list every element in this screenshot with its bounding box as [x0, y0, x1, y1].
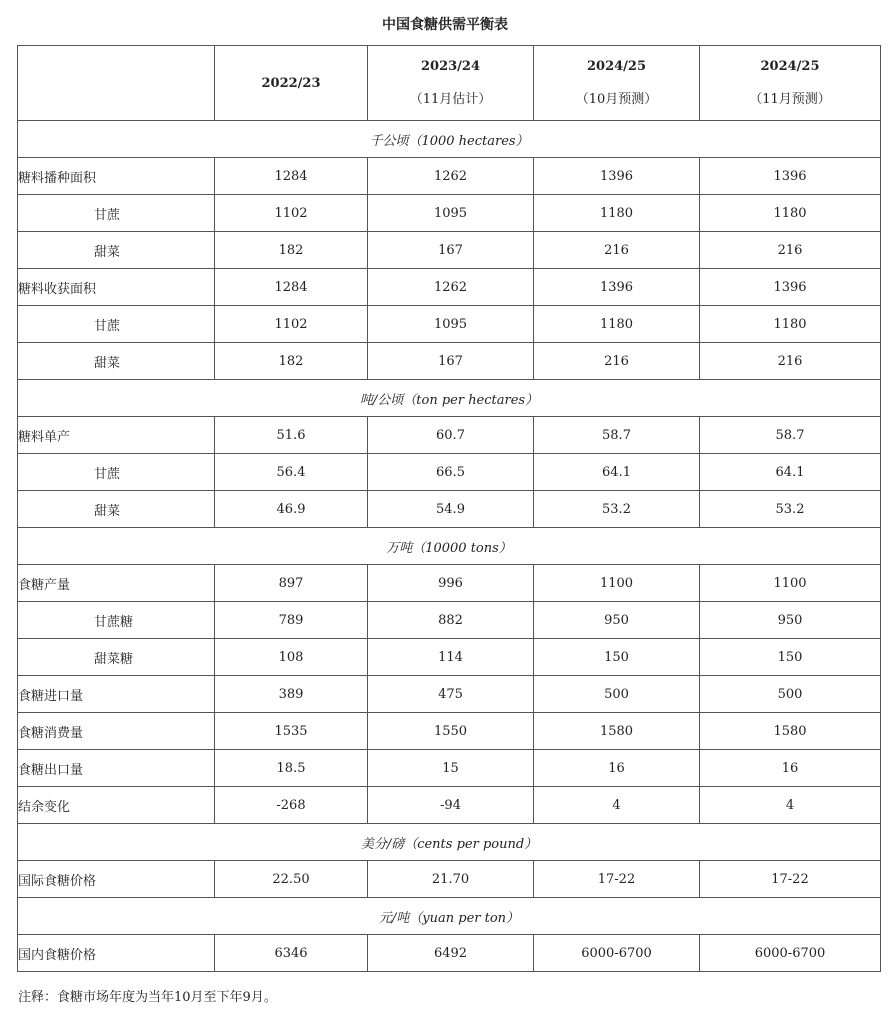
value-cell: 46.9: [215, 491, 368, 528]
value-cell: 1284: [215, 158, 368, 195]
value-cell: 500: [700, 676, 881, 713]
value-cell: 182: [215, 343, 368, 380]
value-cell: 64.1: [534, 454, 700, 491]
value-cell: 4: [700, 787, 881, 824]
row-label: 甘蔗: [18, 306, 215, 343]
unit-row: [18, 380, 881, 417]
row-label: 糖料播种面积: [18, 158, 215, 195]
row-label: 甜菜: [18, 232, 215, 269]
table-row: [18, 602, 881, 639]
value-cell: 58.7: [534, 417, 700, 454]
value-cell: 66.5: [368, 454, 534, 491]
row-label: 结余变化: [18, 787, 215, 824]
row-label: 甜菜: [18, 491, 215, 528]
unit-row: [18, 121, 881, 158]
column-subtitle: （11月估计）: [409, 92, 492, 107]
unit-label: 千公顷（1000 hectares）: [18, 121, 881, 158]
value-cell: 1100: [534, 565, 700, 602]
value-cell: 51.6: [215, 417, 368, 454]
value-cell: 17-22: [700, 861, 881, 898]
table-row: [18, 454, 881, 491]
supply-demand-table: [17, 45, 881, 972]
table-row: [18, 232, 881, 269]
value-cell: 216: [700, 232, 881, 269]
row-label: 甜菜糖: [18, 639, 215, 676]
value-cell: 950: [700, 602, 881, 639]
value-cell: 6346: [215, 935, 368, 972]
value-cell: -268: [215, 787, 368, 824]
value-cell: 1396: [700, 158, 881, 195]
value-cell: 6492: [368, 935, 534, 972]
table-row: [18, 750, 881, 787]
table-row: [18, 306, 881, 343]
column-header: [534, 46, 700, 121]
row-label: 食糖出口量: [18, 750, 215, 787]
value-cell: 150: [700, 639, 881, 676]
unit-label: 万吨（10000 tons）: [18, 528, 881, 565]
table-row: [18, 639, 881, 676]
value-cell: 1102: [215, 195, 368, 232]
value-cell: 1180: [700, 195, 881, 232]
table-row: [18, 861, 881, 898]
value-cell: 167: [368, 343, 534, 380]
unit-label: 美分/磅（cents per pound）: [18, 824, 881, 861]
row-label: 国际食糖价格: [18, 861, 215, 898]
column-year: 2023/24: [420, 59, 481, 74]
column-header: [368, 46, 534, 121]
row-label: 食糖产量: [18, 565, 215, 602]
value-cell: 53.2: [700, 491, 881, 528]
value-cell: 58.7: [700, 417, 881, 454]
value-cell: 897: [215, 565, 368, 602]
value-cell: 1396: [534, 269, 700, 306]
value-cell: 60.7: [368, 417, 534, 454]
header-row: [18, 46, 881, 121]
row-label: 食糖进口量: [18, 676, 215, 713]
column-year: 2024/25: [586, 59, 647, 74]
value-cell: 1396: [534, 158, 700, 195]
value-cell: 500: [534, 676, 700, 713]
row-label: 甘蔗: [18, 454, 215, 491]
value-cell: 1095: [368, 195, 534, 232]
footnote: 注释：食糖市场年度为当年10月至下年9月。: [18, 990, 277, 1005]
value-cell: 216: [700, 343, 881, 380]
table-row: [18, 195, 881, 232]
unit-row: [18, 824, 881, 861]
row-label: 糖料单产: [18, 417, 215, 454]
table-row: [18, 417, 881, 454]
header-corner: [18, 46, 215, 121]
table-row: [18, 491, 881, 528]
unit-row: [18, 898, 881, 935]
value-cell: 108: [215, 639, 368, 676]
unit-row: [18, 528, 881, 565]
value-cell: 1535: [215, 713, 368, 750]
value-cell: 182: [215, 232, 368, 269]
value-cell: 6000-6700: [534, 935, 700, 972]
table-body: [18, 121, 881, 972]
table-title: 中国食糖供需平衡表: [382, 17, 508, 33]
column-year: 2024/25: [760, 59, 820, 74]
column-year: 2022/23: [261, 75, 321, 91]
value-cell: 475: [368, 676, 534, 713]
value-cell: 6000-6700: [700, 935, 881, 972]
table-row: [18, 935, 881, 972]
value-cell: 1180: [534, 195, 700, 232]
column-header: [700, 46, 881, 121]
value-cell: 1262: [368, 269, 534, 306]
value-cell: 114: [368, 639, 534, 676]
value-cell: 53.2: [534, 491, 700, 528]
table-row: [18, 713, 881, 750]
table-row: [18, 676, 881, 713]
table-row: [18, 343, 881, 380]
value-cell: 167: [368, 232, 534, 269]
row-label: 甘蔗: [18, 195, 215, 232]
value-cell: 17-22: [534, 861, 700, 898]
value-cell: 4: [534, 787, 700, 824]
row-label: 甘蔗糖: [18, 602, 215, 639]
value-cell: 389: [215, 676, 368, 713]
value-cell: 882: [368, 602, 534, 639]
row-label: 糖料收获面积: [18, 269, 215, 306]
value-cell: 16: [700, 750, 881, 787]
value-cell: 1396: [700, 269, 881, 306]
unit-label: 吨/公顷（ton per hectares）: [18, 380, 881, 417]
value-cell: 1284: [215, 269, 368, 306]
value-cell: 996: [368, 565, 534, 602]
value-cell: 1100: [700, 565, 881, 602]
row-label: 国内食糖价格: [18, 935, 215, 972]
value-cell: 56.4: [215, 454, 368, 491]
value-cell: 16: [534, 750, 700, 787]
column-subtitle: （11月预测）: [749, 92, 831, 107]
unit-label: 元/吨（yuan per ton）: [18, 898, 881, 935]
row-label: 食糖消费量: [18, 713, 215, 750]
value-cell: 54.9: [368, 491, 534, 528]
table-row: [18, 787, 881, 824]
value-cell: 1180: [534, 306, 700, 343]
value-cell: 64.1: [700, 454, 881, 491]
value-cell: -94: [368, 787, 534, 824]
column-subtitle: （10月预测）: [575, 92, 658, 107]
value-cell: 1102: [215, 306, 368, 343]
value-cell: 789: [215, 602, 368, 639]
value-cell: 1095: [368, 306, 534, 343]
value-cell: 950: [534, 602, 700, 639]
value-cell: 18.5: [215, 750, 368, 787]
value-cell: 150: [534, 639, 700, 676]
table-row: [18, 565, 881, 602]
table-row: [18, 158, 881, 195]
table-row: [18, 269, 881, 306]
value-cell: 1262: [368, 158, 534, 195]
value-cell: 216: [534, 343, 700, 380]
value-cell: 1550: [368, 713, 534, 750]
value-cell: 15: [368, 750, 534, 787]
value-cell: 22.50: [215, 861, 368, 898]
value-cell: 21.70: [368, 861, 534, 898]
column-header: [215, 46, 368, 121]
value-cell: 1180: [700, 306, 881, 343]
row-label: 甜菜: [18, 343, 215, 380]
value-cell: 216: [534, 232, 700, 269]
value-cell: 1580: [534, 713, 700, 750]
value-cell: 1580: [700, 713, 881, 750]
